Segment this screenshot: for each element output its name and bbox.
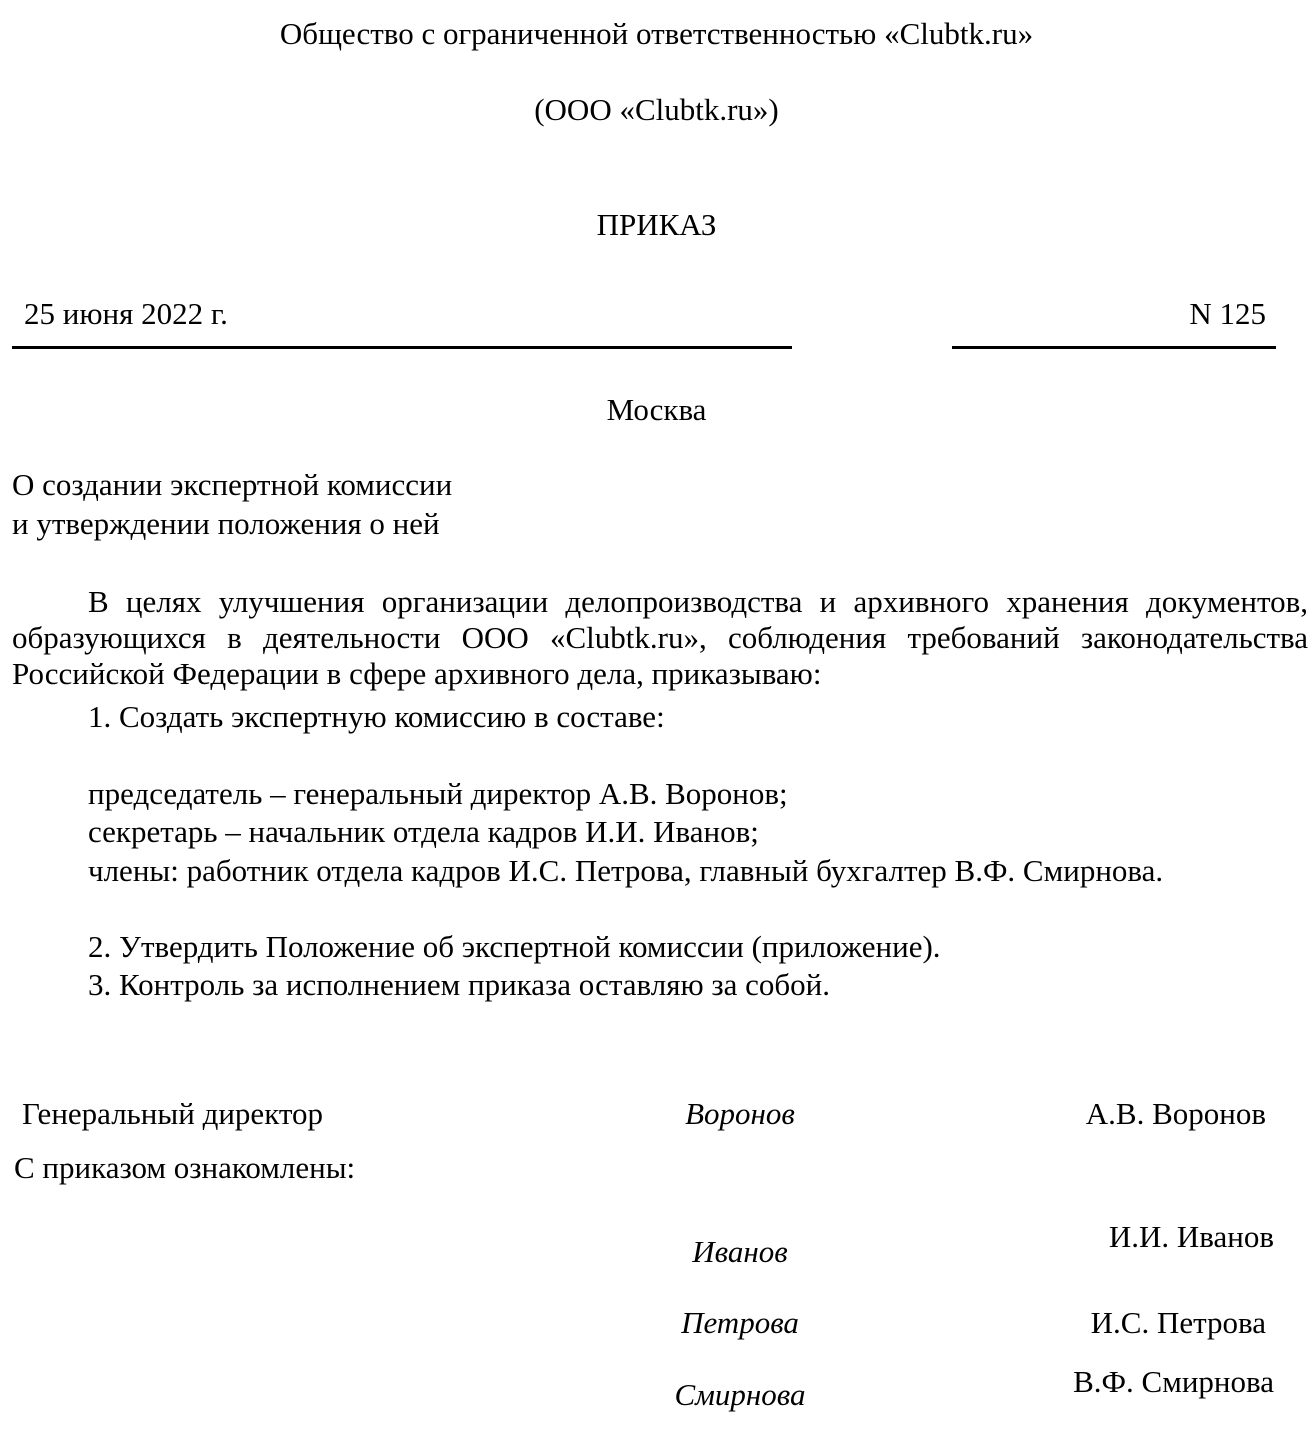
director-handwritten-signature: Воронов bbox=[685, 1096, 795, 1131]
date-underline bbox=[12, 346, 792, 349]
member-others: члены: работник отдела кадров И.С. Петрова, главный бухгалтер В.Ф. Смирнова. bbox=[88, 853, 1164, 888]
order-date: 25 июня 2022 г. bbox=[24, 296, 228, 331]
city-name: Москва bbox=[606, 392, 707, 427]
document-title: ПРИКАЗ bbox=[596, 207, 717, 242]
signer-handwritten-signature: Смирнова bbox=[674, 1377, 806, 1412]
order-number: N 125 bbox=[1189, 296, 1266, 331]
organization-short-name: (ООО «Clubtk.ru») bbox=[534, 92, 779, 127]
acknowledgement-label: С приказом ознакомлены: bbox=[14, 1150, 356, 1185]
order-item-2: 2. Утвердить Положение об экспертной комиссии (приложение). bbox=[88, 929, 941, 964]
order-item-1: 1. Создать экспертную комиссию в составе: bbox=[88, 699, 665, 734]
preamble-paragraph: В целях улучшения организации делопроизводства и архивного хранения документов, образующихся в деятельности ООО «Clubtk.ru», соблюдения требований законодательства Российской Федерации в сфере архивного дела, приказываю: bbox=[12, 584, 1308, 691]
signer-name: И.С. Петрова bbox=[1090, 1305, 1266, 1340]
number-underline bbox=[952, 346, 1276, 349]
signer-handwritten-signature: Петрова bbox=[681, 1305, 799, 1340]
organization-full-name: Общество с ограниченной ответственностью «Clubtk.ru» bbox=[279, 16, 1034, 51]
signer-name: В.Ф. Смирнова bbox=[1073, 1364, 1274, 1399]
subject-line-2: и утверждении положения о ней bbox=[12, 506, 440, 541]
signer-name: И.И. Иванов bbox=[1108, 1219, 1274, 1254]
subject-line-1: О создании экспертной комиссии bbox=[12, 467, 453, 502]
signer-handwritten-signature: Иванов bbox=[692, 1234, 788, 1269]
signatory-name: А.В. Воронов bbox=[1085, 1096, 1266, 1131]
signatory-position: Генеральный директор bbox=[22, 1096, 323, 1131]
member-secretary: секретарь – начальник отдела кадров И.И. Иванов; bbox=[88, 814, 759, 849]
member-chairman: председатель – генеральный директор А.В. Воронов; bbox=[88, 776, 788, 811]
order-item-3: 3. Контроль за исполнением приказа оставляю за собой. bbox=[88, 967, 831, 1002]
